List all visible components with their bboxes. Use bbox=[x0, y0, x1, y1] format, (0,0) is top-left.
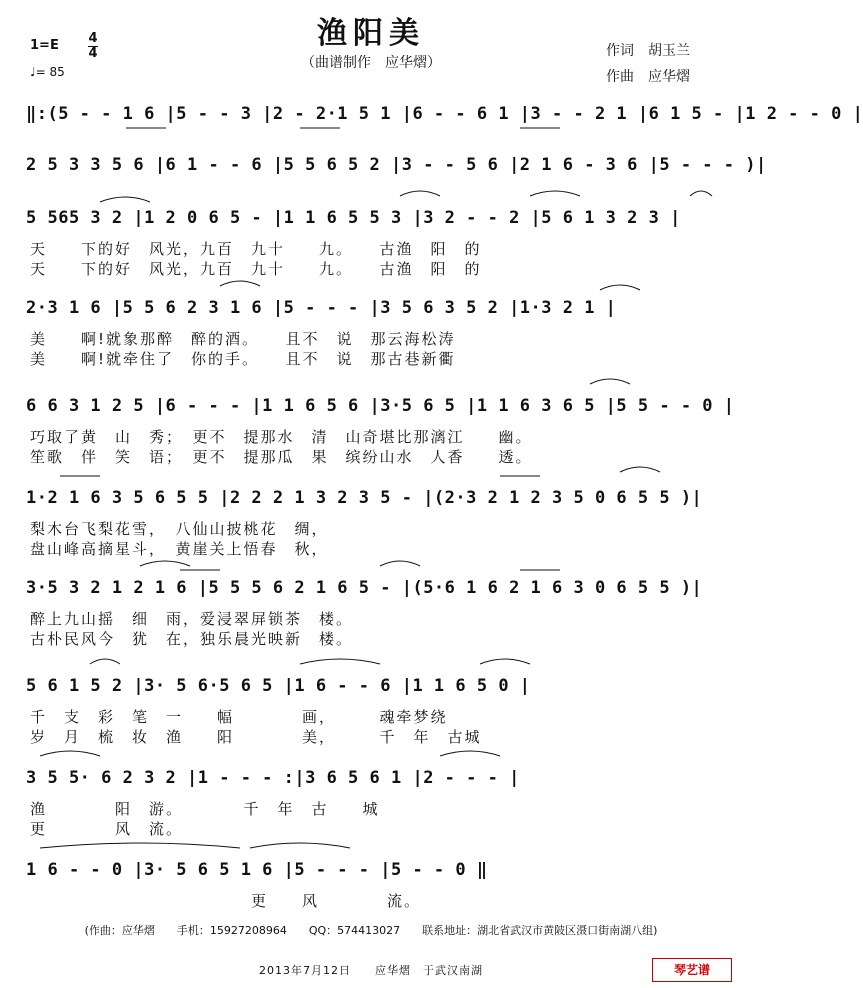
lyric-line: 古朴民风今 犹 在，独乐晨光映新 楼。 bbox=[30, 630, 354, 648]
composer-credit: 作曲 应华熠 bbox=[606, 69, 690, 85]
slur bbox=[380, 561, 420, 566]
contact-footer: (作曲：应华熠 手机：15927208964 QQ：574413027 联系地址：湖北省武汉市黄陂区滠口街南湖八组) bbox=[84, 924, 658, 937]
subtitle: （曲谱制作 应华熠） bbox=[301, 55, 441, 71]
meter-bottom: 4 bbox=[88, 46, 98, 61]
lyric-line: 盘山峰高摘星斗， 黄崖关上悟春 秋， bbox=[30, 540, 329, 558]
lyric-line: 美 啊!就象那醉 醉的酒。 且不 说 那云海松涛 bbox=[30, 330, 456, 348]
lyric-line: 梨木台飞梨花雪， 八仙山披桃花 绸， bbox=[30, 520, 329, 538]
slur bbox=[620, 467, 660, 472]
notation-line: 3 5 5· 6 2 3 2 |1 - - - :|3 6 5 6 1 |2 - - - | bbox=[26, 768, 520, 788]
meter-top: 4 bbox=[88, 31, 98, 46]
slur bbox=[400, 191, 440, 196]
slur bbox=[100, 197, 150, 202]
key-signature: 1=E bbox=[30, 38, 59, 53]
lyric-line: 千 支 彩 笔 一 幅 画， 魂牵梦绕 bbox=[30, 708, 448, 726]
notation-line: 5 565 3 2 |1 2 0 6 5 - |1 1 6 5 5 3 |3 2 - - 2 |5 6 1 3 2 3 | bbox=[26, 208, 681, 228]
slur bbox=[440, 751, 500, 756]
lyricist-credit: 作词 胡玉兰 bbox=[606, 43, 690, 59]
lyric-line: 渔 阳 游。 千 年 古 城 bbox=[30, 800, 380, 818]
slur bbox=[40, 751, 100, 756]
lyric-line: 醉上九山摇 细 雨，爱浸翠屏锁茶 楼。 bbox=[30, 610, 354, 628]
page-title: 渔阳美 bbox=[317, 16, 425, 51]
notation-line: 2 5 3 3 5 6 |6 1 - - 6 |5 5 6 5 2 |3 - - 5 6 |2 1 6 - 3 6 |5 - - - )| bbox=[26, 155, 767, 175]
slur bbox=[90, 659, 120, 664]
slur bbox=[690, 191, 712, 196]
notation-line: 3·5 3 2 1 2 1 6 |5 5 5 6 2 1 6 5 - |(5·6 1 6 2 1 6 3 0 6 5 5 )| bbox=[26, 578, 703, 598]
lyric-line: 天 下的好 风光，九百 九十 九。 古渔 阳 的 bbox=[30, 240, 482, 258]
slur bbox=[300, 659, 380, 664]
notation-line: 2·3 1 6 |5 5 6 2 3 1 6 |5 - - - |3 5 6 3 5 2 |1·3 2 1 | bbox=[26, 298, 617, 318]
slur bbox=[220, 281, 260, 286]
site-logo: 琴艺谱 bbox=[652, 958, 732, 982]
notation-line: 5 6 1 5 2 |3· 5 6·5 6 5 |1 6 - - 6 |1 1 6 5 0 | bbox=[26, 676, 531, 696]
lyric-line: 笙歌 伴 笑 语； 更不 提那瓜 果 缤纷山水 人香 透。 bbox=[30, 448, 533, 466]
notation-line: 6 6 3 1 2 5 |6 - - - |1 1 6 5 6 |3·5 6 5 |1 1 6 3 6 5 |5 5 - - 0 | bbox=[26, 396, 735, 416]
date-footer: 2013年7月12日 应华熠 于武汉南湖 bbox=[259, 964, 483, 977]
lyric-line: 更 风 流。 bbox=[30, 892, 422, 910]
notation-line: 1 6 - - 0 |3· 5 6 5 1 6 |5 - - - |5 - - 0 ‖ bbox=[26, 860, 488, 880]
tempo-marking: ♩= 85 bbox=[30, 65, 65, 79]
lyric-line: 更 风 流。 bbox=[30, 820, 184, 838]
slur bbox=[250, 843, 350, 848]
slur bbox=[600, 285, 640, 290]
lyric-line: 天 下的好 风光，九百 九十 九。 古渔 阳 的 bbox=[30, 260, 482, 278]
slur bbox=[590, 379, 630, 384]
slur bbox=[480, 659, 530, 664]
lyric-line: 美 啊!就牵住了 你的手。 且不 说 那古巷新衢 bbox=[30, 350, 456, 368]
slur bbox=[530, 191, 580, 196]
slur bbox=[140, 561, 190, 566]
lyric-line: 巧取了黄 山 秀； 更不 提那水 清 山奇堪比那漓江 幽。 bbox=[30, 428, 533, 446]
slur bbox=[40, 843, 240, 848]
notation-line: 1·2 1 6 3 5 6 5 5 |2 2 2 1 3 2 3 5 - |(2·3 2 1 2 3 5 0 6 5 5 )| bbox=[26, 488, 703, 508]
lyric-line: 岁 月 梳 妆 渔 阳 美， 千 年 古城 bbox=[30, 728, 482, 746]
notation-line: ‖:(5 - - 1 6 |5 - - 3 |2 - 2·1 5 1 |6 - - 6 1 |3 - - 2 1 |6 1 5 - |1 2 - - 0 | bbox=[26, 104, 863, 124]
